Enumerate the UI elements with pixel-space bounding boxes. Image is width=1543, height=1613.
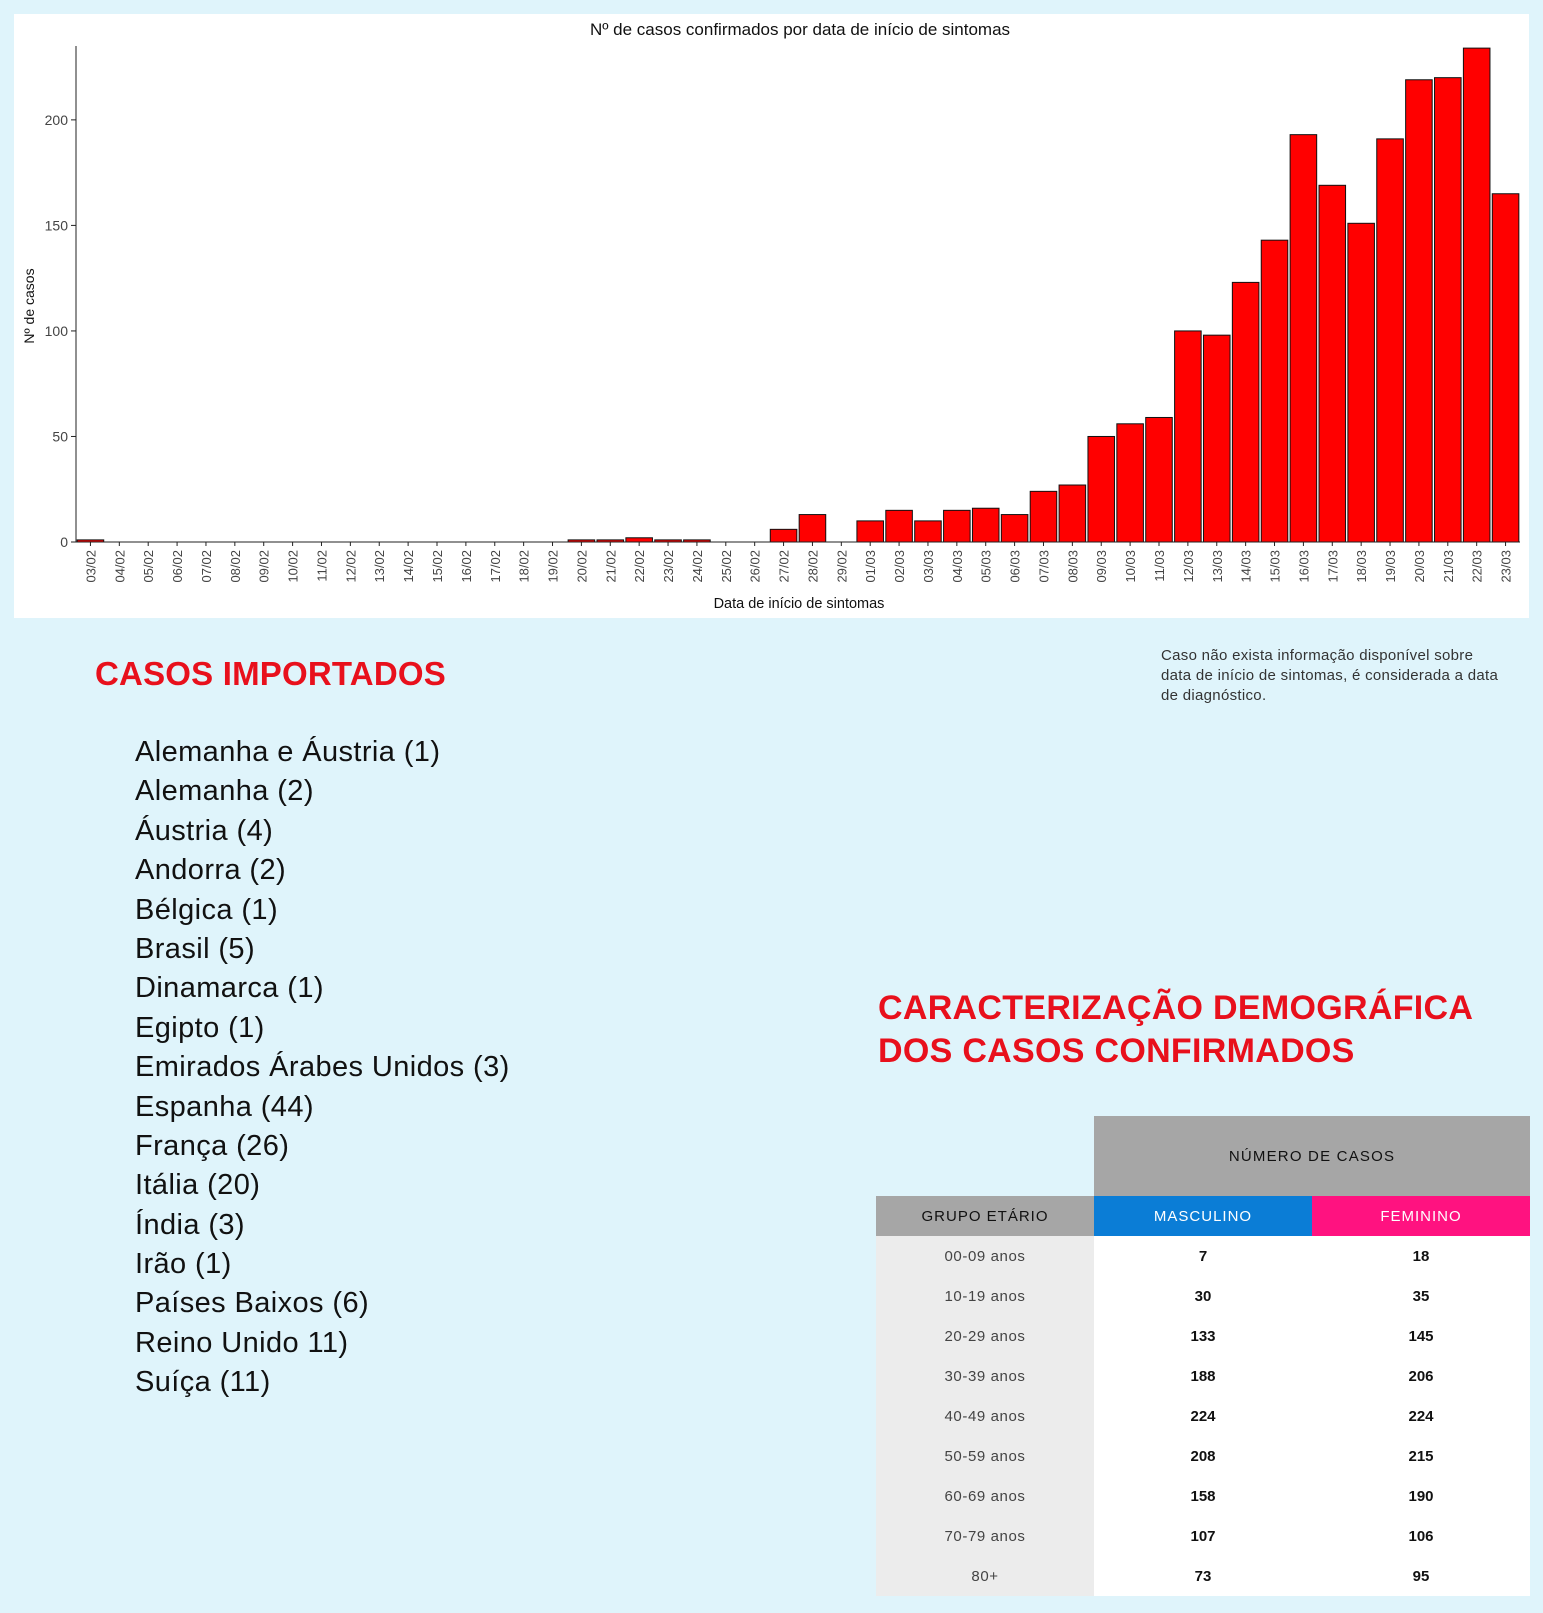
female-count-cell: 106 [1312, 1516, 1530, 1556]
x-tick-label: 12/02 [343, 550, 359, 583]
list-item: Áustria (4) [135, 814, 274, 847]
x-tick-label: 23/03 [1498, 550, 1514, 583]
table-corner [876, 1116, 1094, 1196]
x-tick-label: 22/03 [1469, 550, 1485, 583]
bar [1290, 135, 1317, 542]
x-tick-label: 26/02 [747, 550, 763, 583]
x-tick-label: 19/03 [1383, 550, 1399, 583]
age-group-cell: 80+ [876, 1556, 1094, 1596]
table-row [876, 1236, 1530, 1276]
male-count-cell: 208 [1094, 1436, 1312, 1476]
x-tick-label: 21/03 [1440, 550, 1456, 583]
x-tick-label: 23/02 [661, 550, 677, 583]
bar [1059, 485, 1086, 542]
bar [1146, 417, 1173, 542]
age-group-cell: 30-39 anos [876, 1356, 1094, 1396]
y-tick-label: 200 [44, 111, 68, 128]
x-tick-label: 15/03 [1267, 550, 1283, 583]
list-item: Alemanha (2) [135, 775, 314, 808]
bar [1175, 331, 1202, 542]
bar [1492, 194, 1519, 542]
footnote: Caso não exista informação disponível sobre data de início de sintomas, é considerada a data de diagnóstico. [1161, 647, 1499, 704]
x-tick-label: 12/03 [1180, 550, 1196, 583]
x-axis-ticks [76, 542, 1520, 583]
list-item: Brasil (5) [135, 932, 256, 965]
demographics-title [878, 987, 1473, 1073]
x-tick-label: 10/03 [1123, 550, 1139, 583]
age-group-cell: 60-69 anos [876, 1476, 1094, 1516]
bar [1117, 424, 1144, 542]
x-tick-label: 03/02 [83, 550, 99, 583]
list-item: Suíça (11) [135, 1366, 271, 1399]
age-group-cell: 40-49 anos [876, 1396, 1094, 1436]
bar [1348, 223, 1375, 542]
bar [857, 521, 884, 542]
y-tick-label: 100 [44, 322, 68, 339]
x-tick-label: 04/02 [112, 550, 128, 583]
bar-chart [14, 14, 1529, 618]
list-item: Países Baixos (6) [135, 1287, 370, 1320]
bar [1406, 80, 1433, 542]
demographics-table [876, 1116, 1530, 1596]
male-count-cell: 188 [1094, 1356, 1312, 1396]
list-item: Itália (20) [135, 1169, 261, 1202]
x-tick-label: 13/02 [372, 550, 388, 583]
x-tick-label: 02/03 [892, 550, 908, 583]
x-tick-label: 20/03 [1411, 550, 1427, 583]
bar [944, 510, 971, 542]
male-count-cell: 7 [1094, 1236, 1312, 1276]
list-item: Índia (3) [135, 1208, 245, 1241]
x-tick-label: 19/02 [545, 550, 561, 583]
table-row [876, 1276, 1530, 1316]
bar [1088, 436, 1115, 542]
list-item: Irão (1) [135, 1248, 232, 1281]
x-tick-label: 11/02 [314, 550, 330, 582]
y-axis [45, 46, 76, 550]
y-tick-label: 0 [60, 534, 68, 550]
list-item: França (26) [135, 1129, 290, 1162]
x-tick-label: 17/02 [487, 550, 503, 583]
female-count-cell: 224 [1312, 1396, 1530, 1436]
x-tick-label: 07/03 [1036, 550, 1052, 583]
table-row [876, 1556, 1530, 1596]
female-count-cell: 35 [1312, 1276, 1530, 1316]
y-axis-label: Nº de casos [21, 268, 37, 344]
bar [1435, 78, 1462, 542]
x-tick-label: 01/03 [863, 550, 879, 583]
chart-panel [14, 14, 1529, 618]
imported-cases-title: CASOS IMPORTADOS [95, 655, 446, 692]
x-tick-label: 05/02 [141, 550, 157, 583]
x-tick-label: 09/03 [1094, 550, 1110, 583]
list-item: Dinamarca (1) [135, 972, 324, 1005]
y-tick-label: 50 [52, 428, 68, 445]
age-group-cell: 50-59 anos [876, 1436, 1094, 1476]
age-group-cell: 00-09 anos [876, 1236, 1094, 1276]
male-count-cell: 30 [1094, 1276, 1312, 1316]
table-row [876, 1356, 1530, 1396]
female-count-cell: 190 [1312, 1476, 1530, 1516]
age-group-cell: 10-19 anos [876, 1276, 1094, 1316]
bar [799, 515, 826, 542]
y-tick-label: 150 [44, 217, 68, 234]
x-tick-label: 24/02 [689, 550, 705, 583]
x-tick-label: 05/03 [978, 550, 994, 583]
list-item: Espanha (44) [135, 1090, 314, 1123]
list-item: Reino Unido 11) [135, 1326, 349, 1359]
bar [1001, 515, 1028, 542]
age-group-cell: 70-79 anos [876, 1516, 1094, 1556]
male-count-cell: 73 [1094, 1556, 1312, 1596]
female-count-cell: 95 [1312, 1556, 1530, 1596]
bar [1232, 282, 1259, 542]
header-age-group: GRUPO ETÁRIO [876, 1196, 1094, 1236]
x-tick-label: 03/03 [920, 550, 936, 583]
x-tick-label: 29/02 [834, 550, 850, 583]
demographics-title-line1: CARACTERIZAÇÃO DEMOGRÁFICA [878, 989, 1474, 1027]
male-count-cell: 107 [1094, 1516, 1312, 1556]
bar [1261, 240, 1288, 542]
x-tick-label: 07/02 [198, 550, 214, 583]
bar [770, 529, 797, 542]
x-tick-label: 10/02 [285, 550, 301, 583]
x-tick-label: 15/02 [430, 550, 445, 583]
table-row [876, 1436, 1530, 1476]
x-tick-label: 16/03 [1296, 550, 1312, 583]
female-count-cell: 145 [1312, 1316, 1530, 1356]
table-row [876, 1316, 1530, 1356]
list-item: Andorra (2) [135, 854, 287, 887]
table-row [876, 1516, 1530, 1556]
header-female: FEMININO [1312, 1196, 1530, 1236]
female-count-cell: 206 [1312, 1356, 1530, 1396]
x-tick-label: 25/02 [718, 550, 734, 583]
x-tick-label: 14/02 [401, 550, 417, 583]
bar [886, 510, 913, 542]
bar [1030, 491, 1057, 542]
bar [915, 521, 942, 542]
x-tick-label: 22/02 [632, 550, 648, 583]
x-tick-label: 18/03 [1354, 550, 1370, 583]
x-tick-label: 17/03 [1325, 550, 1341, 583]
x-tick-label: 21/02 [603, 550, 619, 583]
x-tick-label: 13/03 [1209, 550, 1225, 583]
header-number-of-cases: NÚMERO DE CASOS [1094, 1116, 1530, 1196]
header-male: MASCULINO [1094, 1196, 1312, 1236]
male-count-cell: 133 [1094, 1316, 1312, 1356]
bar [1463, 48, 1490, 542]
age-group-cell: 20-29 anos [876, 1316, 1094, 1356]
bar [1203, 335, 1230, 542]
bar [626, 538, 653, 542]
x-tick-label: 09/02 [256, 550, 272, 583]
bar-series [77, 48, 1519, 542]
x-tick-label: 06/03 [1007, 550, 1023, 583]
x-tick-label: 11/03 [1152, 550, 1167, 582]
demographics-title-line2: DOS CASOS CONFIRMADOS [878, 1032, 1355, 1070]
x-tick-label: 14/03 [1238, 550, 1254, 583]
female-count-cell: 18 [1312, 1236, 1530, 1276]
x-axis-label: Data de início de sintomas [713, 596, 885, 612]
x-tick-label: 20/02 [574, 550, 590, 583]
imported-cases-list [135, 733, 510, 1403]
x-tick-label: 16/02 [458, 550, 474, 583]
x-tick-label: 18/02 [516, 550, 532, 583]
list-item: Emirados Árabes Unidos (3) [135, 1051, 510, 1084]
x-tick-label: 06/02 [170, 550, 186, 583]
table-row [876, 1476, 1530, 1516]
x-tick-label: 28/02 [805, 550, 821, 583]
female-count-cell: 215 [1312, 1436, 1530, 1476]
list-item: Bélgica (1) [135, 893, 279, 926]
bar [972, 508, 999, 542]
x-tick-label: 08/02 [227, 550, 243, 583]
x-tick-label: 04/03 [949, 550, 965, 583]
bar [1377, 139, 1404, 542]
x-tick-label: 27/02 [776, 550, 792, 583]
male-count-cell: 158 [1094, 1476, 1312, 1516]
list-item: Egipto (1) [135, 1011, 265, 1044]
chart-title: Nº de casos confirmados por data de início de sintomas [589, 20, 1011, 39]
table-row [876, 1396, 1530, 1436]
x-tick-label: 08/03 [1065, 550, 1081, 583]
bar [1319, 185, 1346, 542]
list-item: Alemanha e Áustria (1) [135, 736, 441, 768]
male-count-cell: 224 [1094, 1396, 1312, 1436]
